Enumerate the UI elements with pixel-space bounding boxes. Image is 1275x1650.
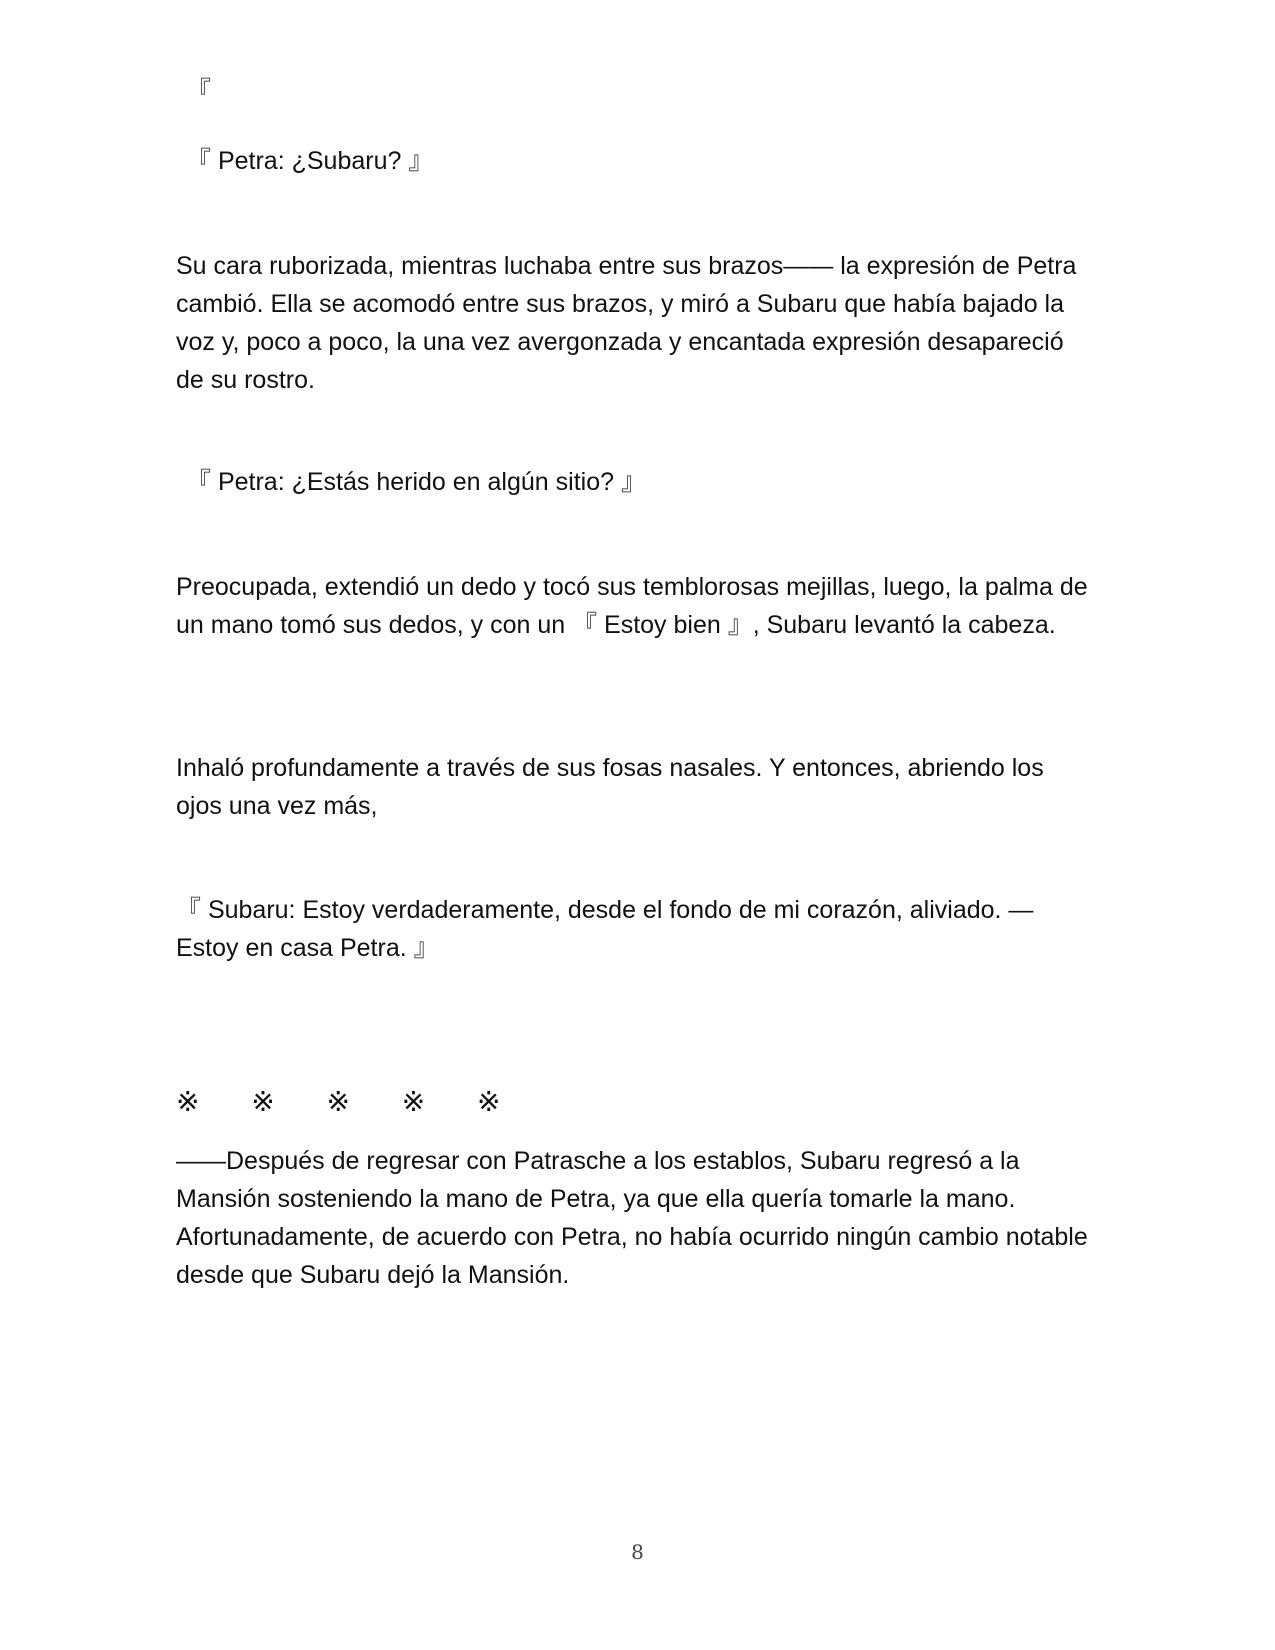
opening-bracket: 『: [186, 77, 212, 105]
dialogue-subaru-relieved: 『 Subaru: Estoy verdaderamente, desde el fondo de mi corazón, aliviado. — Estoy en casa Petra. 』: [176, 896, 1034, 962]
dialogue-petra-subaru: 『 Petra: ¿Subaru? 』: [186, 147, 434, 175]
dialogue-petra-injured: 『 Petra: ¿Estás herido en algún sitio? 』: [186, 468, 646, 496]
paragraph-blushing-face: Su cara ruborizada, mientras luchaba entre sus brazos—— la expresión de Petra cambió. Ella se acomodó entre sus brazos, y miró a Subaru que había bajado la voz y, poco a poco, la una vez avergonzada y encantada expresión desapareció de su rostro.: [176, 252, 1077, 394]
paragraph-worried-touch: Preocupada, extendió un dedo y tocó sus temblorosas mejillas, luego, la palma de un mano tomó sus dedos, y con un 『 Estoy bien 』, Subaru levantó la cabeza.: [176, 573, 1088, 639]
scene-break: ※ ※ ※ ※ ※: [176, 1086, 523, 1117]
paragraph-deep-breath: Inhaló profundamente a través de sus fosas nasales. Y entonces, abriendo los ojos una vez más,: [176, 754, 1044, 820]
paragraph-return-mansion: ——Después de regresar con Patrasche a los establos, Subaru regresó a la Mansión sosteniendo la mano de Petra, ya que ella quería tomarle la mano. Afortunadamente, de acuerdo con Petra, no había ocurrido ningún cambio notable desde que Subaru dejó la Mansión.: [176, 1147, 1088, 1289]
page-number: 8: [631, 1540, 644, 1564]
